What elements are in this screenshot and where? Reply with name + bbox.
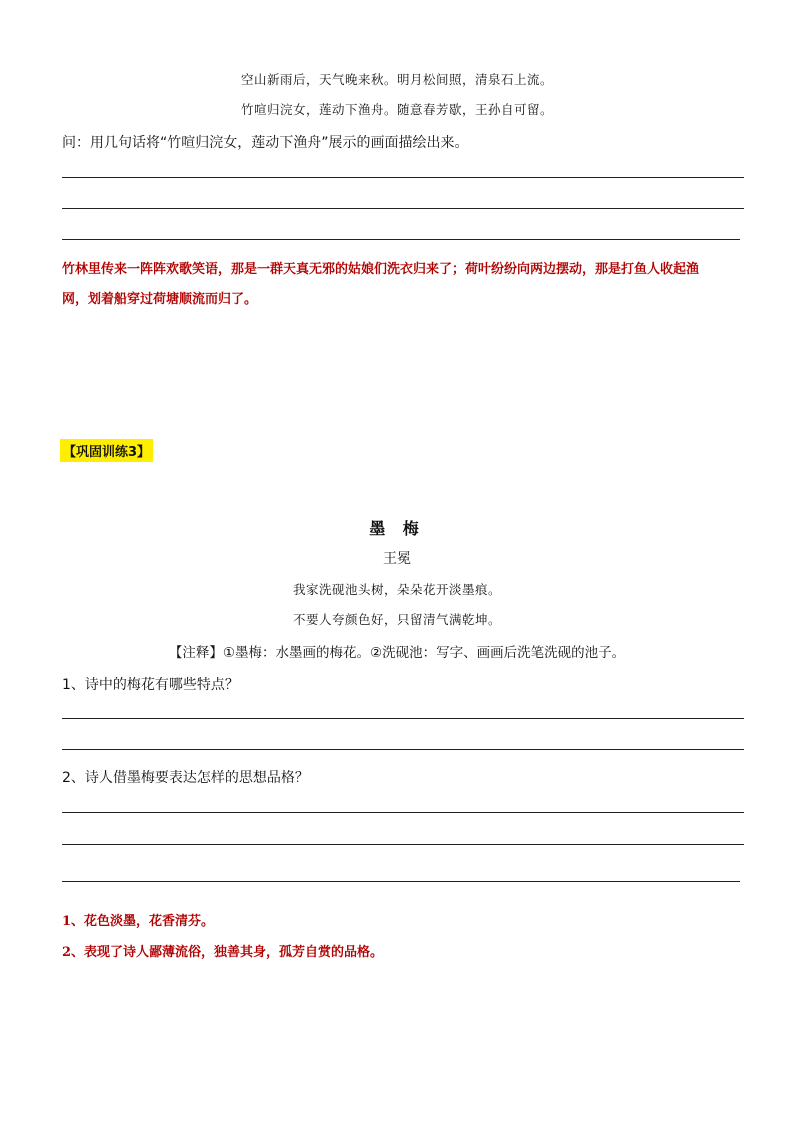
- answer-line: [62, 718, 744, 719]
- answer-2-line1: 1、花色淡墨，花香清芬。: [62, 914, 215, 929]
- poem2-author: 王冕: [383, 551, 411, 567]
- answer-line: [62, 812, 744, 813]
- question-2: 1、诗中的梅花有哪些特点？: [62, 677, 239, 693]
- answer-1-line1: 竹林里传来一阵阵欢歌笑语，那是一群天真无邪的姑娘们洗衣归来了；荷叶纷纷向两边摆动，那是打鱼人收起渔: [62, 262, 700, 277]
- poem2-note: 【注释】①墨梅：水墨画的梅花。②洗砚池：写字、画画后洗笔洗砚的池子。: [168, 645, 626, 661]
- answer-line: [62, 844, 744, 845]
- answer-line: [62, 749, 744, 750]
- answer-line: [62, 239, 740, 240]
- poem2-title: 墨 梅: [369, 519, 425, 538]
- answer-line: [62, 208, 744, 209]
- section-tag: 【巩固训练3】: [60, 439, 153, 462]
- answer-1-line2: 网，划着船穿过荷塘顺流而归了。: [62, 292, 258, 307]
- answer-line: [62, 177, 744, 178]
- poem1-line2: 竹喧归浣女，莲动下渔舟。随意春芳歇，王孙自可留。: [240, 102, 553, 117]
- answer-line: [62, 881, 740, 882]
- poem2-line1: 我家洗砚池头树，朵朵花开淡墨痕。: [292, 582, 501, 597]
- question-3: 2、诗人借墨梅要表达怎样的思想品格？: [62, 770, 309, 786]
- poem1-line1: 空山新雨后，天气晚来秋。明月松间照，清泉石上流。: [240, 72, 553, 87]
- poem2-line2: 不要人夸颜色好，只留清气满乾坤。: [292, 612, 501, 627]
- answer-2-line2: 2、表现了诗人鄙薄流俗，独善其身，孤芳自赏的品格。: [62, 945, 384, 960]
- question-1: 问：用几句话将“竹喧归浣女，莲动下渔舟”展示的画面描绘出来。: [62, 135, 469, 151]
